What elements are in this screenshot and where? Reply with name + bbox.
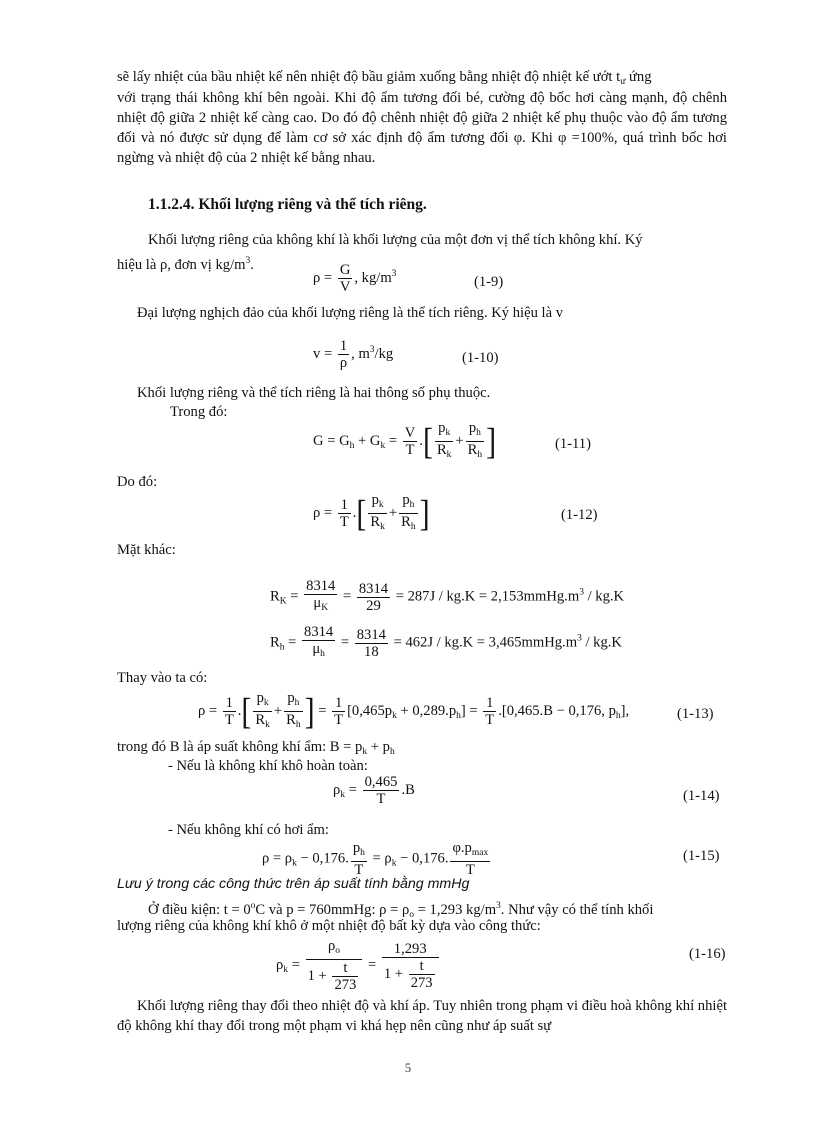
para1-line1: sẽ lấy nhiệt của bầu nhiệt kế nên nhiệt độ bầu giảm xuống bằng nhiệt độ nhiệt kế ướt $t_ư$ ứng: [117, 69, 652, 87]
equation-1-10: v = $\frac{1}{\rho}$ , $m^3/kg$: [313, 338, 394, 371]
page-number: 5: [404, 1060, 412, 1075]
para13: Khối lượng riêng thay đổi theo nhiệt độ và khí áp. Tuy nhiên trong phạm vi điều hoà không khí nhiệt độ không khí thay đổi trong một phạm vi khá hẹp nên cũng như áp suất sự: [117, 998, 727, 1034]
para12-line1: Ở điều kiện: $t = 0^oC$ và p = 760mmHg: $\rho = \rho_o = 1,293$ $kg/m^3$. Như vậy có thể tính khối: [148, 901, 654, 920]
equation-1-16: $\rho_k$ = $\rho_o$ 1 + $\frac{t}{273}$ = 1,293 1 + $\frac{t}{273}$: [276, 938, 441, 993]
equation-number-1-16: (1-16): [689, 946, 726, 962]
equation-1-15: $\rho = \rho_k - 0,176$. $\frac{p_h}{T}$ = $\rho_k - 0,176$. $\varphi.p_{max}$ T: [262, 840, 489, 878]
equation-1-14: $\rho_k$ = $\frac{0,465}{T}$ .B: [333, 774, 415, 807]
equation-number-1-11: (1-11): [555, 436, 591, 452]
equation-1-13: ρ = $\frac{1}{T}$ .[ $\frac{p_k}{R_k}$ + $\frac{p_h}{R_h}$ ] = $\frac{1}{T}$ $[0,465p_k + 0,289.p_h]$ = $\frac{1}{T}$ .[0,465.B − 0,176, $p_h$],: [198, 690, 630, 732]
equation-1-11: $G = G_h + G_k$ = $\frac{V}{T}$ .[ $\frac{p_k}{R_k}$ + $\frac{p_h}{R_h}$ ]: [313, 420, 497, 462]
para9: trong đó B là áp suất không khí ẩm: $B = p_k + p_h$: [117, 739, 395, 757]
para4: Khối lượng riêng và thể tích riêng là hai thông số phụ thuộc.: [137, 385, 491, 401]
para11: - Nếu không khí có hơi ẩm:: [168, 822, 329, 838]
equation-RK: $R_K$ = $\frac{8314}{\mu_K}$ = $\frac{8314}{29}$ = $287J / kg.K = 2,153mmHg.m^3 / kg.K$: [270, 578, 625, 614]
para2-line1: Khối lượng riêng của không khí là khối lượng của một đơn vị thể tích không khí. Ký: [148, 232, 643, 248]
section-heading: 1.1.2.4. Khối lượng riêng và thể tích riêng.: [148, 196, 427, 213]
para7: Mặt khác:: [117, 542, 176, 558]
equation-Rh: $R_h$ = $\frac{8314}{\mu_h}$ = $\frac{8314}{18}$ = $462J / kg.K = 3,465mmHg.m^3 / kg.K$: [270, 624, 622, 660]
equation-1-12: ρ = $\frac{1}{T}$ .[ $\frac{p_k}{R_k}$ + $\frac{p_h}{R_h}$ ]: [313, 492, 430, 534]
equation-number-1-15: (1-15): [683, 848, 720, 864]
equation-number-1-10: (1-10): [462, 350, 499, 366]
para12-line2: lượng riêng của không khí khô ở một nhiệt độ bất kỳ dựa vào công thức:: [117, 918, 541, 934]
equation-number-1-13: (1-13): [677, 706, 714, 722]
para5: Trong đó:: [170, 404, 228, 420]
para8: Thay vào ta có:: [117, 670, 208, 686]
equation-number-1-14: (1-14): [683, 788, 720, 804]
para1-rest: với trạng thái không khí bên ngoài. Khi độ ẩm tương đối bé, cường độ bốc hơi càng mạnh, độ chênh nhiệt độ giữa 2 nhiệt kế càng cao. Do đó độ chênh nhiệt độ giữa 2 nhiệt kế phụ thuộc vào độ ẩm tương đối và nó được sử dụng để làm cơ sở xác định độ ẩm tương đối φ. Khi φ =100%, quá trình bốc hơi ngừng và nhiệt độ của 2 nhiệt kế bằng nhau.: [117, 90, 727, 166]
equation-1-9: ρ = $\frac{G}{V}$ , $kg/m^3$: [313, 262, 397, 295]
para2-line2: hiệu là ρ, đơn vị $kg/m^3$.: [117, 256, 254, 273]
para3: Đại lượng nghịch đảo của khối lượng riêng là thể tích riêng. Ký hiệu là v: [137, 305, 563, 321]
equation-number-1-9: (1-9): [474, 274, 504, 290]
note-italic: Lưu ý trong các công thức trên áp suất tính bằng mmHg: [117, 876, 470, 892]
equation-number-1-12: (1-12): [561, 507, 598, 523]
para6: Do đó:: [117, 474, 158, 490]
para10: - Nếu là không khí khô hoàn toàn:: [168, 758, 368, 774]
